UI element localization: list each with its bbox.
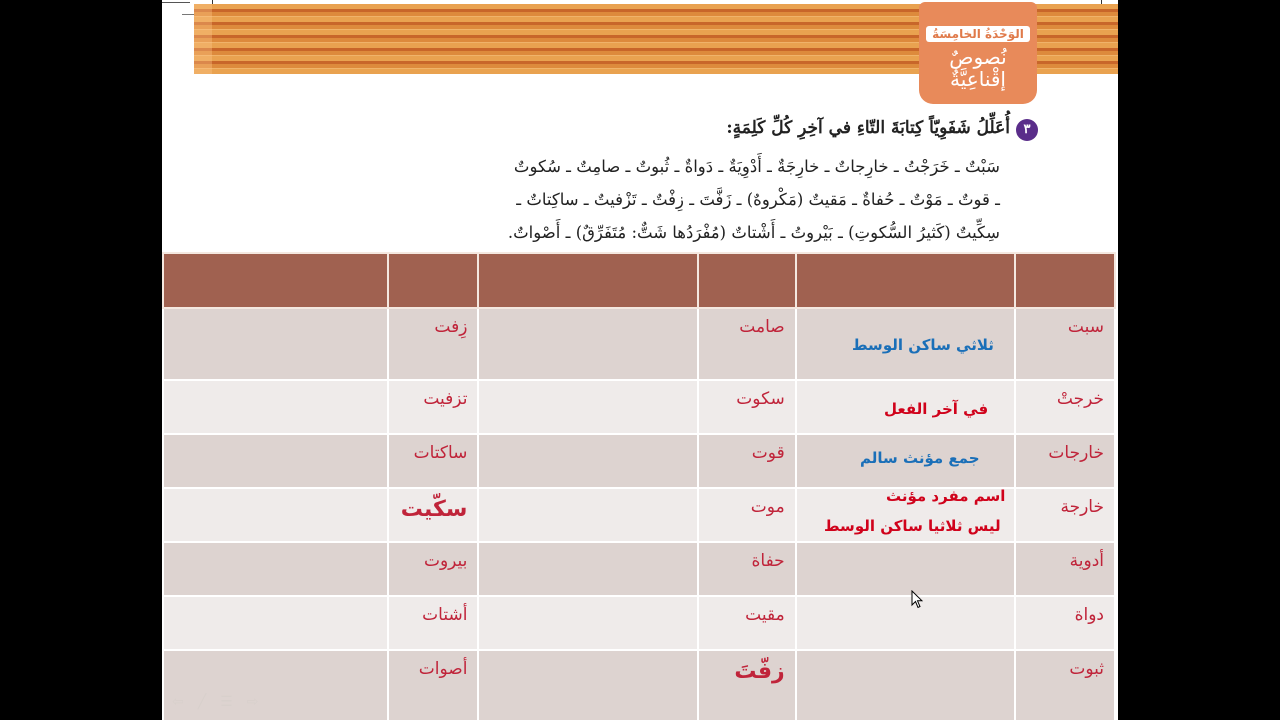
word-cell: زفّتَ — [698, 650, 796, 720]
table-row — [163, 542, 1115, 596]
word-cell: أشتات — [388, 596, 478, 650]
reason-cell[interactable] — [163, 596, 388, 650]
word-cell: سكّيت — [388, 488, 478, 542]
annotation-note: ليس ثلاثيا ساكن الوسط — [824, 517, 1001, 535]
annotation-note: جمع مؤنث سالم — [860, 449, 980, 467]
word-cell: بيروت — [388, 542, 478, 596]
word-cell: خارجات — [1015, 434, 1115, 488]
header-cell — [698, 253, 796, 308]
word-cell: أدوية — [1015, 542, 1115, 596]
word-list — [180, 150, 1000, 249]
menu-icon[interactable]: ☰ — [220, 694, 247, 710]
reason-cell[interactable] — [478, 308, 697, 380]
word-cell: دواة — [1015, 596, 1115, 650]
annotation-note: اسم مفرد مؤنث — [886, 487, 1006, 505]
word-cell: تزفيت — [388, 380, 478, 434]
word-line: ـ قوتٌ ـ مَوْتٌ ـ حُفاةٌ ـ مَقيتٌ (مَكْروهٌ) ـ زَفَّتَ ـ زِفْتٌ ـ تَزْفيتٌ ـ ساكِتاتٌ ـ — [516, 190, 1000, 209]
word-cell: سبت — [1015, 308, 1115, 380]
word-cell: حفاة — [698, 542, 796, 596]
question-number: ٣ — [1016, 119, 1038, 141]
reason-cell[interactable] — [478, 650, 697, 720]
word-cell: ساكتات — [388, 434, 478, 488]
reason-cell[interactable] — [163, 434, 388, 488]
table-header — [163, 253, 1115, 308]
word-cell: موت — [698, 488, 796, 542]
reason-cell[interactable] — [478, 488, 697, 542]
word-cell: صامت — [698, 308, 796, 380]
slide-nav — [172, 694, 272, 710]
banner-edge — [194, 4, 212, 74]
header-cell — [1015, 253, 1115, 308]
reason-cell[interactable] — [796, 596, 1015, 650]
unit-badge — [919, 2, 1037, 104]
reason-cell[interactable] — [163, 308, 388, 380]
pen-icon[interactable]: ╱ — [197, 694, 221, 710]
word-cell: أصوات — [388, 650, 478, 720]
previous-slide-icon[interactable]: ⇦ — [172, 694, 198, 710]
word-cell: قوت — [698, 434, 796, 488]
table-row — [163, 596, 1115, 650]
annotation-note: ثلاثي ساكن الوسط — [852, 336, 994, 354]
unit-label: الوَحْدَةُ الخامِسَةُ — [926, 26, 1030, 42]
reason-cell[interactable] — [163, 380, 388, 434]
header-cell — [478, 253, 697, 308]
word-cell: سكوت — [698, 380, 796, 434]
reason-cell[interactable] — [796, 542, 1015, 596]
reason-cell[interactable] — [796, 650, 1015, 720]
header-cell — [796, 253, 1015, 308]
reason-cell[interactable] — [478, 434, 697, 488]
unit-title: نُصوصٌ — [949, 45, 1007, 69]
word-cell: مقيت — [698, 596, 796, 650]
reason-cell[interactable] — [163, 488, 388, 542]
reason-cell[interactable] — [163, 542, 388, 596]
annotation-note: في آخر الفعل — [884, 400, 989, 418]
next-slide-icon[interactable]: ⇨ — [246, 694, 273, 710]
reason-cell[interactable] — [478, 542, 697, 596]
question-heading — [726, 118, 1038, 141]
word-cell: خرجتْ — [1015, 380, 1115, 434]
unit-subtitle: إقْناعِيَّةٌ — [950, 67, 1006, 91]
word-line: سَبْتٌ ـ خَرَجْتُ ـ خارِجاتٌ ـ خارِجَةٌ ـ أَدْوِيَةٌ ـ دَواةٌ ـ ثُبوتٌ ـ صامِتٌ ـ سُكوتٌ — [513, 157, 1000, 176]
question-text: أُعَلِّلُ شَفَوِيّاً كِتابَةَ التّاءِ في آخِرِ كُلِّ كَلِمَةٍ: — [726, 118, 1010, 138]
mouse-cursor-icon — [911, 590, 923, 609]
answer-table — [162, 252, 1116, 720]
word-cell: خارجة — [1015, 488, 1115, 542]
guide-line — [162, 2, 190, 3]
word-cell: زِفت — [388, 308, 478, 380]
reason-cell[interactable] — [478, 380, 697, 434]
word-line: سِكِّيتٌ (كَثيرُ السُّكوتِ) ـ بَيْروتُ ـ أَشْتاتٌ (مُفْرَدُها شَتٌّ: مُتَفَرِّقٌ) ـ أَصْواتٌ. — [507, 223, 1000, 242]
word-cell: ثبوت — [1015, 650, 1115, 720]
slide — [162, 0, 1118, 720]
table-row — [163, 650, 1115, 720]
reason-cell[interactable] — [478, 596, 697, 650]
header-cell — [163, 253, 388, 308]
header-cell — [388, 253, 478, 308]
